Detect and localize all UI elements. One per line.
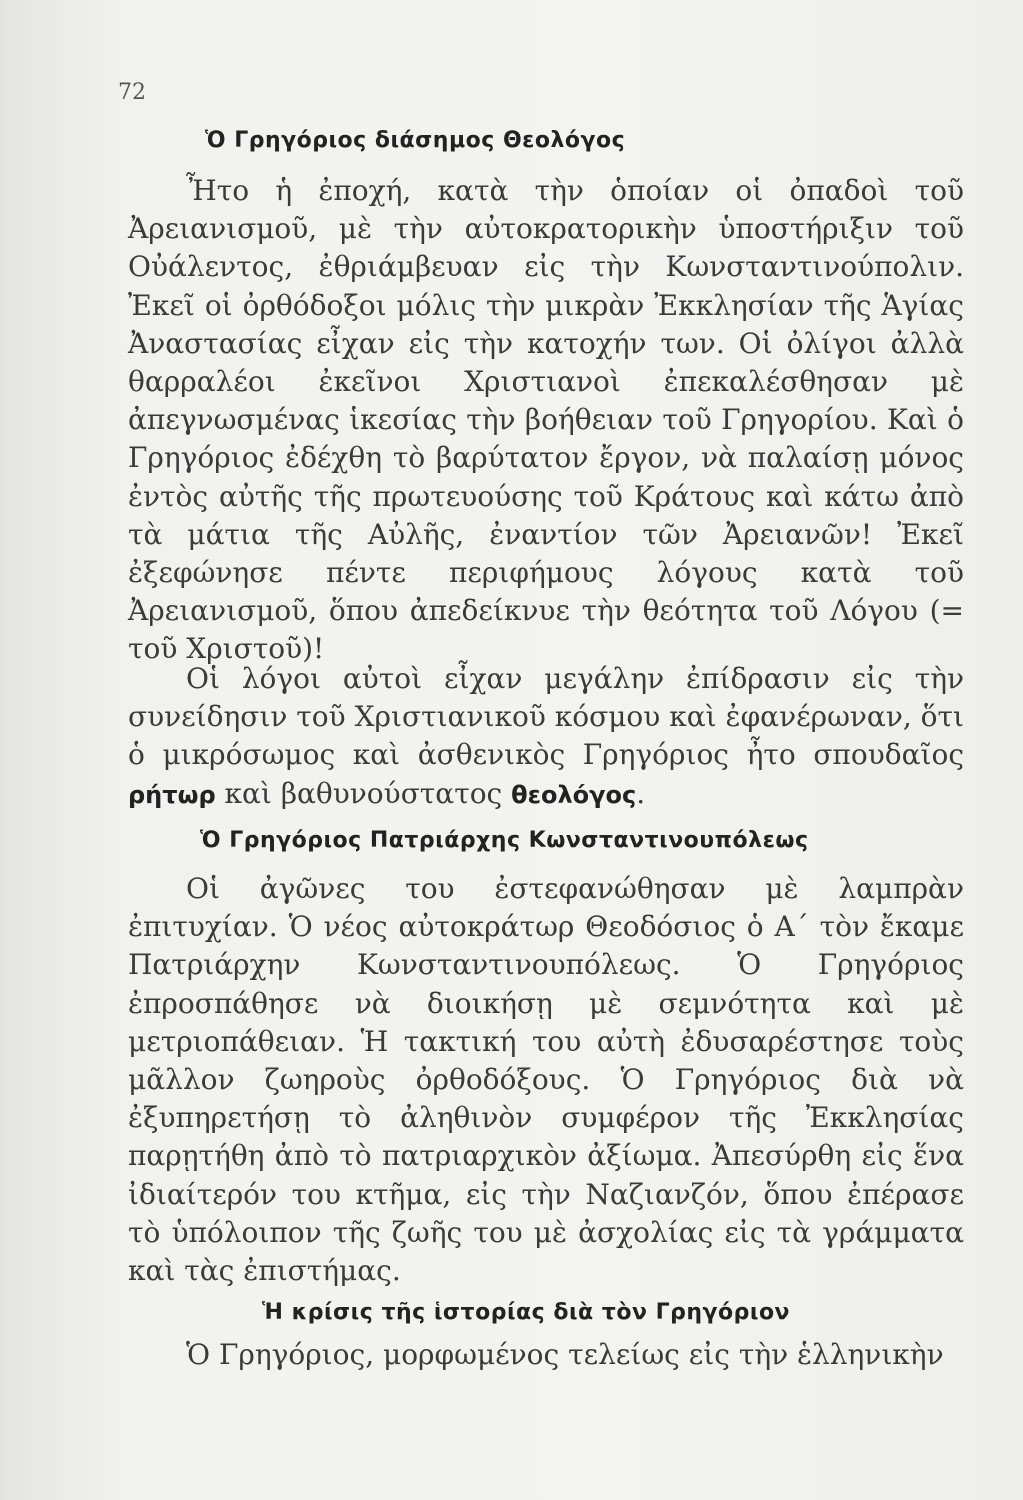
emphasis-theologian: θεολόγος xyxy=(511,780,637,809)
section-heading-judgement: Ἡ κρίσις τῆς ἱστορίας διὰ τὸν Γρηγόριον xyxy=(262,1300,791,1325)
section-heading-theologian: Ὁ Γρηγόριος διάσημος Θεολόγος xyxy=(205,128,626,153)
paragraph-judgement-start: Ὁ Γρηγόριος, μορφωμένος τελείως εἰς τὴν ἑλληνικὴν xyxy=(186,1338,944,1371)
paragraph-text: . xyxy=(636,776,646,810)
emphasis-orator: ρήτωρ xyxy=(128,780,216,809)
paragraph-arianism: Ἦτο ἡ ἐποχή, κατὰ τὴν ὁποίαν οἱ ὀπαδοὶ τοῦ Ἀρειανισμοῦ, μὲ τὴν αὐτοκρατορικὴν ὑποστήριξιν τοῦ Οὐάλεντος, ἐθριάμβευαν εἰς τὴν Κωνσταντινούπολιν. Ἐκεῖ οἱ ὀρθόδοξοι μόλις τὴν μικρὰν Ἐκκλησίαν τῆς Ἁγίας Ἀναστασίας εἶχαν εἰς τὴν κατοχήν των. Οἱ ὀλίγοι ἀλλὰ θαρραλέοι ἐκεῖνοι Χριστιανοὶ ἐπεκαλέσθησαν μὲ ἀπεγνωσμένας ἱκεσίας τὴν βοήθειαν τοῦ Γρηγορίου. Καὶ ὁ Γρηγόριος ἐδέχθη τὸ βαρύτατον ἔργον, νὰ παλαίσῃ μόνος ἐντὸς αὐτῆς τῆς πρωτευούσης τοῦ Κράτους καὶ κάτω ἀπὸ τὰ μάτια τῆς Αὐλῆς, ἐναντίον τῶν Ἀρειανῶν! Ἐκεῖ ἐξεφώνησε πέντε περιφήμους λόγους κατὰ τοῦ Ἀρειανισμοῦ, ὅπου ἀπεδείκνυε τὴν θεότητα τοῦ Λόγου (= τοῦ Χριστοῦ)! xyxy=(128,174,964,666)
paragraph-text: καὶ βαθυνούστατος xyxy=(215,776,512,810)
section-heading-patriarch: Ὁ Γρηγόριος Πατριάρχης Κωνσταντινουπόλεως xyxy=(200,828,809,853)
paragraph-patriarchate: Οἱ ἀγῶνες του ἐστεφανώθησαν μὲ λαμπρὰν ἐπιτυχίαν. Ὁ νέος αὐτοκράτωρ Θεοδόσιος ὁ Α΄ τὸν ἔκαμε Πατριάρχην Κωνσταντινουπόλεως. Ὁ Γρηγόριος ἐπροσπάθησε νὰ διοικήσῃ μὲ σεμνότητα καὶ μὲ μετριοπάθειαν. Ἡ τακτική του αὐτὴ ἐδυσαρέστησε τοὺς μᾶλλον ζωηροὺς ὀρθοδόξους. Ὁ Γρηγόριος διὰ νὰ ἐξυπηρετήσῃ τὸ ἀληθινὸν συμφέρον τῆς Ἐκκλησίας παρῃτήθη ἀπὸ τὸ πατριαρχικὸν ἀξίωμα. Ἀπεσύρθη εἰς ἕνα ἰδιαίτερόν του κτῆμα, εἰς τὴν Ναζιανζόν, ὅπου ἐπέρασε τὸ ὑπόλοιπον τῆς ζωῆς του μὲ ἀσχολίας εἰς τὰ γράμματα καὶ τὰς ἐπιστήμας. xyxy=(128,872,964,1288)
paragraph-text: Οἱ λόγοι αὐτοὶ εἶχαν μεγάλην ἐπίδρασιν εἰς τὴν συνείδησιν τοῦ Χριστιανικοῦ κόσμου καὶ ἐφανέρωναν, ὅτι ὁ μικρόσωμος καὶ ἀσθενικὸς Γρηγόριος ἦτο σπουδαῖος xyxy=(128,662,964,772)
page-number: 72 xyxy=(118,80,146,105)
paragraph-speeches-impact xyxy=(128,660,964,814)
